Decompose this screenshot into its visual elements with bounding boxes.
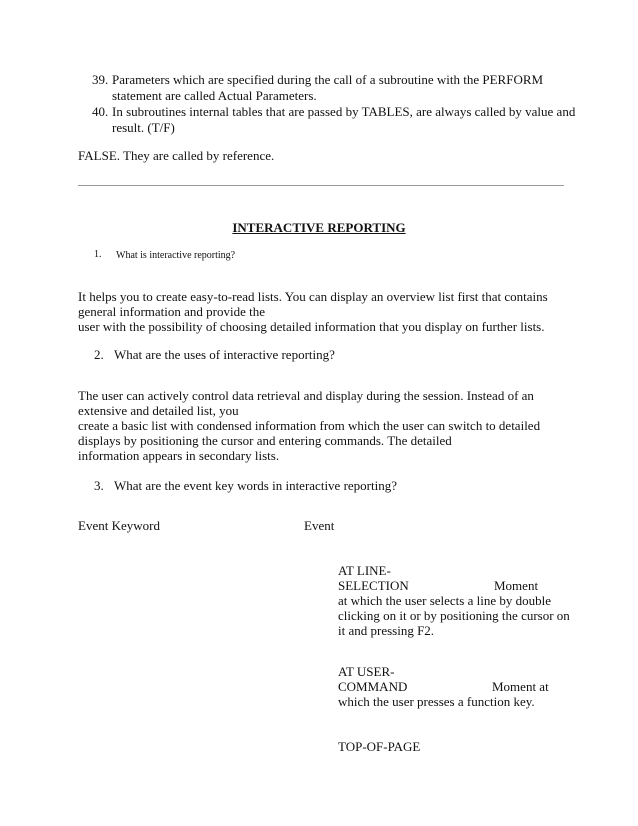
section-title: INTERACTIVE REPORTING (232, 220, 406, 235)
q3-text: What are the event key words in interactive reporting? (114, 478, 397, 493)
event-line-selection-moment: Moment (494, 578, 539, 593)
q3-number: 3. (94, 478, 104, 493)
a2-line4: displays by positioning the cursor and entering commands. The detailed (78, 433, 452, 448)
q40-number: 40. (92, 104, 109, 119)
event-line-selection-l1: AT LINE- (338, 563, 391, 578)
q2-number: 2. (94, 347, 104, 362)
a2-line5: information appears in secondary lists. (78, 448, 280, 463)
q1-number: 1. (94, 249, 102, 260)
q39-text-line2: statement are called Actual Parameters. (112, 88, 317, 103)
q2-text: What are the uses of interactive reporting? (114, 347, 335, 362)
header-event: Event (304, 518, 335, 533)
horizontal-rule (78, 185, 564, 186)
q39-text-line1: Parameters which are specified during the call of a subroutine with the PERFORM (112, 72, 544, 87)
q1-text: What is interactive reporting? (116, 250, 236, 261)
a2-line2: extensive and detailed list, you (78, 403, 239, 418)
a1-line2: general information and provide the (78, 304, 265, 319)
event-user-command-l1: AT USER- (338, 664, 395, 679)
event-line-selection-l4: clicking on it or by positioning the cursor on (338, 608, 570, 623)
a1-line1: It helps you to create easy-to-read lists. You can display an overview list first that contains (78, 289, 548, 304)
event-line-selection-l2: SELECTION (338, 578, 409, 593)
a2-line3: create a basic list with condensed information from which the user can switch to detailed (78, 418, 541, 433)
answer-40: FALSE. They are called by reference. (78, 148, 275, 163)
event-line-selection-l3: at which the user selects a line by double (338, 593, 551, 608)
q40-text-line2: result. (T/F) (112, 120, 175, 135)
event-top-of-page: TOP-OF-PAGE (338, 739, 421, 754)
event-user-command-moment: Moment at (492, 679, 549, 694)
event-user-command-l2: COMMAND (338, 679, 408, 694)
q40-text-line1: In subroutines internal tables that are passed by TABLES, are always called by value and (112, 104, 576, 119)
event-user-command-l3: which the user presses a function key. (338, 694, 535, 709)
event-line-selection-l5: it and pressing F2. (338, 623, 435, 638)
header-event-keyword: Event Keyword (78, 518, 160, 533)
q39-number: 39. (92, 72, 109, 87)
a2-line1: The user can actively control data retrieval and display during the session. Instead of an (78, 388, 534, 403)
a1-line3: user with the possibility of choosing detailed information that you display on further lists. (78, 319, 545, 334)
